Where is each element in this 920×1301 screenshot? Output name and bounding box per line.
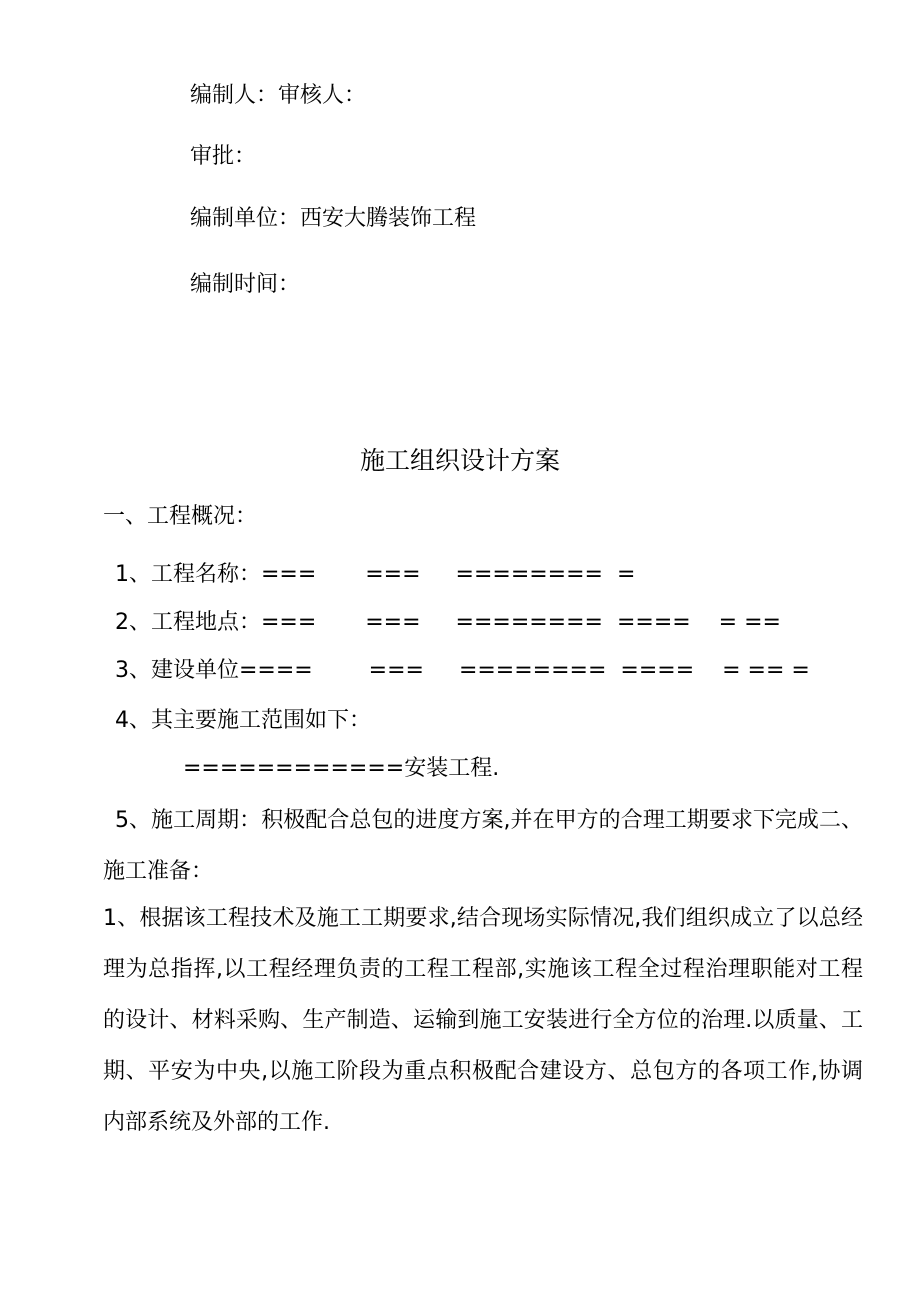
section-heading-overview: 一、工程概况： <box>103 504 258 529</box>
list-item-project-name: 1、工程名称：=== === ======== = <box>115 562 636 587</box>
list-item-scope: 4、其主要施工范围如下： <box>115 708 371 733</box>
list-item-project-location: 2、工程地点：=== === ======== ==== = == <box>115 610 781 635</box>
construction-period-paragraph: 5、施工周期：积极配合总包的进度方案,并在甲方的合理工期要求下完成二、施工准备： <box>103 808 863 884</box>
scope-detail: ============安装工程. <box>183 756 500 781</box>
compiling-time-field: 编制时间： <box>190 272 301 297</box>
approval-field: 审批： <box>190 144 257 169</box>
compiling-unit-field: 编制单位：西安大腾装饰工程 <box>190 206 477 231</box>
compiler-reviewer-field: 编制人：审核人： <box>190 83 367 108</box>
document-title: 施工组织设计方案 <box>359 446 560 475</box>
preparation-paragraph: 1、根据该工程技术及施工工期要求,结合现场实际情况,我们组织成立了以总经理为总指挥,以工程经理负责的工程工程部,实施该工程全过程治理职能对工程的设计、材料采购、生产制造、运输到施工安装进行全方位的治理.以质量、工期、平安为中央,以施工阶段为重点积极配合建设方、总包方的各项工作,协调内部系统及外部的工作. <box>103 906 863 1135</box>
list-item-construction-unit: 3、建设单位==== === ======== ==== = == = <box>115 658 810 683</box>
